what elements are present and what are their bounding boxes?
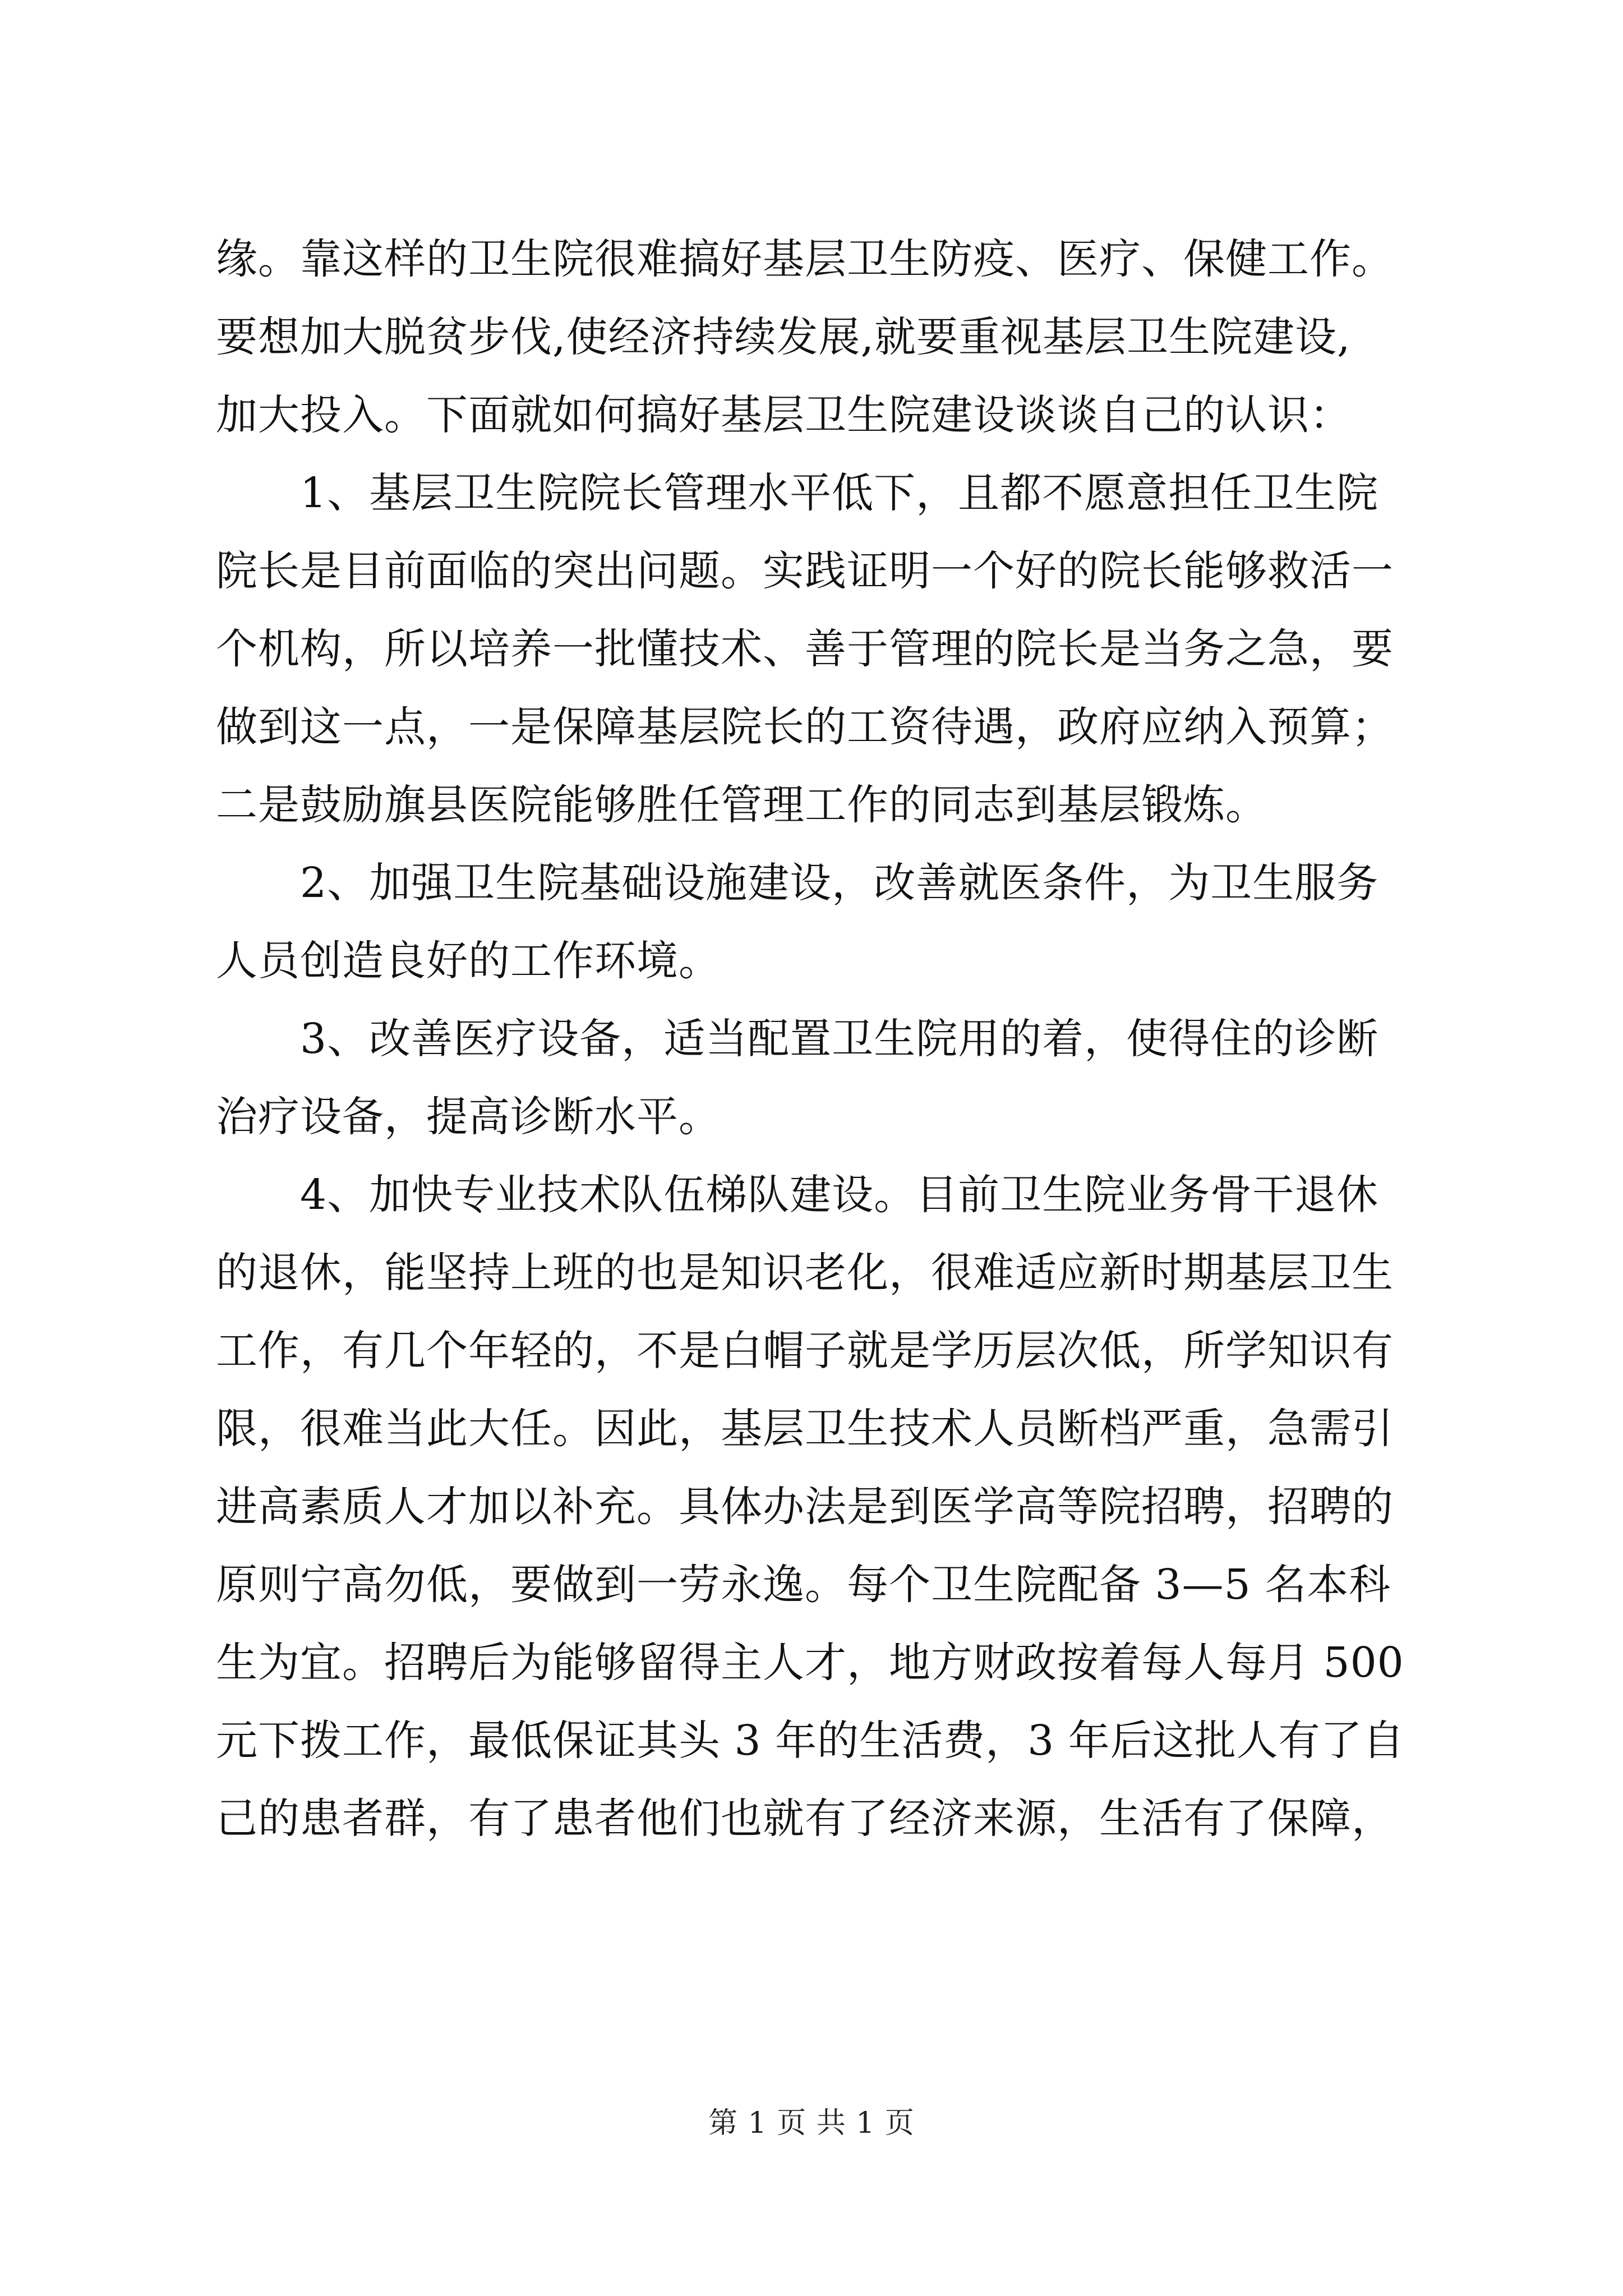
text-line: 元下拨工作，最低保证其头 3 年的生活费，3 年后这批人有了自	[216, 1717, 1405, 1765]
paragraph-3-start: 3、改善医疗设备，适当配置卫生院用的着，使得住的诊断	[300, 1015, 1379, 1063]
text-line: 二是鼓励旗县医院能够胜任管理工作的同志到基层锻炼。	[216, 781, 1267, 829]
paragraph-2-start: 2、加强卫生院基础设施建设，改善就医条件，为卫生服务	[300, 859, 1379, 907]
text-line: 要想加大脱贫步伐,使经济持续发展,就要重视基层卫生院建设,	[216, 313, 1351, 361]
text-line: 原则宁高勿低，要做到一劳永逸。每个卫生院配备 3—5 名本科	[216, 1561, 1391, 1609]
text-line: 己的患者群，有了患者他们也就有了经济来源，生活有了保障，	[216, 1795, 1394, 1843]
text-line: 治疗设备，提高诊断水平。	[216, 1093, 721, 1141]
text-line: 工作，有几个年轻的，不是白帽子就是学历层次低，所学知识有	[216, 1327, 1394, 1375]
page-footer: 第 1 页 共 1 页	[708, 2106, 915, 2140]
text-line: 限，很难当此大任。因此，基层卫生技术人员断档严重，急需引	[216, 1405, 1394, 1453]
text-line: 生为宜。招聘后为能够留得主人才，地方财政按着每人每月 500	[216, 1639, 1404, 1687]
text-line: 个机构，所以培养一批懂技术、善于管理的院长是当务之急，要	[216, 625, 1394, 673]
paragraph-1-start: 1、基层卫生院院长管理水平低下，且都不愿意担任卫生院	[300, 469, 1379, 517]
text-line: 进高素质人才加以补充。具体办法是到医学高等院招聘，招聘的	[216, 1483, 1394, 1531]
text-line: 缘。靠这样的卫生院很难搞好基层卫生防疫、医疗、保健工作。	[216, 235, 1394, 283]
text-line: 做到这一点，一是保障基层院长的工资待遇，政府应纳入预算；	[216, 703, 1394, 751]
document-body	[216, 220, 1438, 1858]
text-line: 加大投入。下面就如何搞好基层卫生院建设谈谈自己的认识：	[216, 391, 1352, 439]
text-line: 院长是目前面临的突出问题。实践证明一个好的院长能够救活一	[216, 547, 1394, 595]
text-line: 的退休，能坚持上班的也是知识老化，很难适应新时期基层卫生	[216, 1249, 1394, 1297]
paragraph-4-start: 4、加快专业技术队伍梯队建设。目前卫生院业务骨干退休	[300, 1171, 1379, 1219]
text-line: 人员创造良好的工作环境。	[216, 937, 721, 985]
